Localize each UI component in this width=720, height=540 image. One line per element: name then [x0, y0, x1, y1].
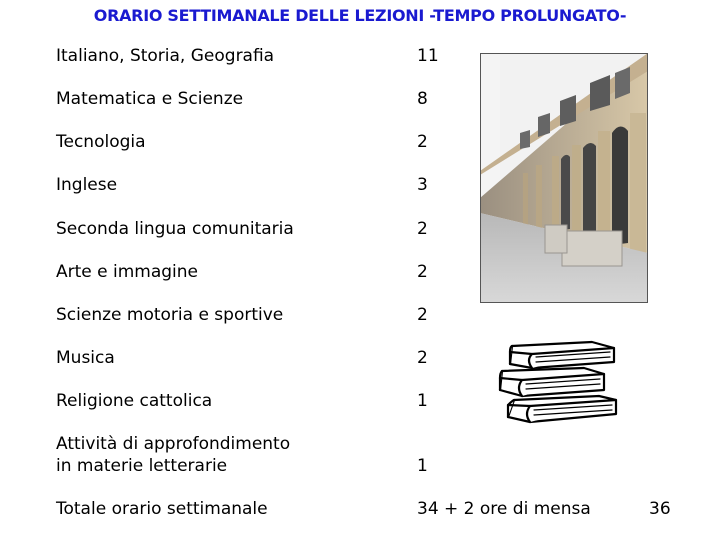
subject-label: Tecnologia: [56, 132, 146, 152]
hours-value: 2: [417, 262, 428, 282]
subject-label: Religione cattolica: [56, 391, 213, 411]
page-title: ORARIO SETTIMANALE DELLE LEZIONI -TEMPO PROLUNGATO-: [93, 6, 627, 25]
hours-value: 2: [417, 348, 428, 368]
subject-label: Matematica e Scienze: [56, 89, 244, 109]
total-label: Totale orario settimanale: [56, 499, 268, 519]
total-sum: 36: [649, 499, 671, 519]
hours-value: 1: [417, 391, 428, 411]
hours-value: 1: [417, 456, 428, 476]
hours-value: 2: [417, 305, 428, 325]
subject-label: Scienze motoria e sportive: [56, 305, 284, 325]
subject-label: Seconda lingua comunitaria: [56, 219, 294, 239]
subject-label: Arte e immagine: [56, 262, 199, 282]
school-building-photo: [480, 53, 648, 303]
hours-value: 2: [417, 219, 428, 239]
subject-label: Inglese: [56, 175, 118, 195]
hours-value: 11: [417, 46, 439, 66]
subject-label: Musica: [56, 348, 115, 368]
subject-label: Attività di approfondimento: [56, 434, 291, 454]
total-value: 34 + 2 ore di mensa: [417, 499, 591, 519]
subject-label: Italiano, Storia, Geografia: [56, 46, 275, 66]
hours-value: 8: [417, 89, 428, 109]
stack-of-books-icon: [494, 338, 624, 430]
subject-label: in materie letterarie: [56, 456, 228, 476]
hours-value: 3: [417, 175, 428, 195]
hours-value: 2: [417, 132, 428, 152]
